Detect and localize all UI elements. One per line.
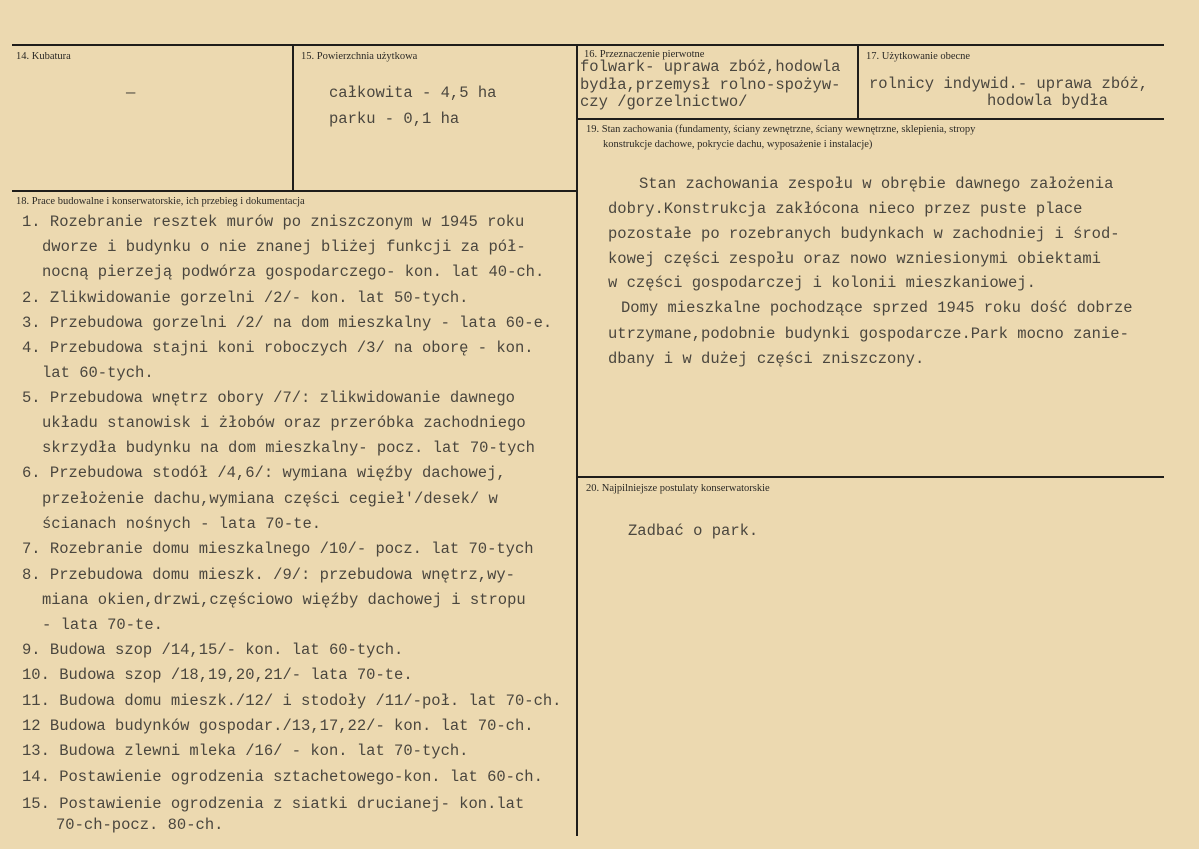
field-19-line: pozostałe po rozebranych budynkach w zachodniej i środ- [608,225,1120,243]
field-15-total-area: całkowita - 4,5 ha [329,84,497,102]
field-19-line: Stan zachowania zespołu w obrębie dawnego założenia [639,175,1114,193]
rule-above-18 [12,190,577,192]
field-16-line: bydła,przemysł rolno-spożyw- [580,76,841,94]
field-18-line: nocną pierzeją podwórza gospodarczego- kon. lat 40-ch. [42,263,545,281]
field-18-line: 1. Rozebranie resztek murów po zniszczonym w 1945 roku [22,213,525,231]
field-18-line: 5. Przebudowa wnętrz obory /7/: zlikwidowanie dawnego [22,389,515,407]
field-19-line: kowej części zespołu oraz nowo wzniesionymi obiektami [608,250,1101,268]
divider-16-17 [857,46,859,118]
field-17-label: 17. Użytkowanie obecne [866,51,971,62]
field-17-line: rolnicy indywid.- uprawa zbóż, [869,75,1149,93]
field-19-line: Domy mieszkalne pochodzące sprzed 1945 roku dość dobrze [621,299,1133,317]
field-17-line: hodowla bydła [987,92,1108,110]
field-18-line: 4. Przebudowa stajni koni roboczych /3/ na oborę - kon. [22,339,534,357]
field-16-line: folwark- uprawa zbóż,hodowla [580,58,841,76]
field-18-line: 8. Przebudowa domu mieszk. /9/: przebudowa wnętrz,wy- [22,566,515,584]
field-18-line: układu stanowisk i żłobów oraz przeróbka zachodniego [42,414,526,432]
field-18-line: 14. Postawienie ogrodzenia sztachetowego-kon. lat 60-ch. [22,768,543,786]
field-19-line: dobry.Konstrukcja zakłócona nieco przez puste place [608,200,1083,218]
rule-above-19 [578,118,1164,120]
field-16-line: czy /gorzelnictwo/ [580,93,748,111]
field-18-line: skrzydła budynku na dom mieszkalny- pocz. lat 70-tych [42,439,535,457]
top-rule [12,44,1164,46]
field-18-line: 15. Postawienie ogrodzenia z siatki drucianej- kon.lat [22,795,525,813]
field-14-label: 14. Kubatura [16,51,71,62]
field-18-line: - lata 70-te. [42,616,163,634]
field-18-label: 18. Prace budowalne i konserwatorskie, ich przebieg i dokumentacja [16,196,305,207]
field-19-label: 19. Stan zachowania (fundamenty, ściany zewnętrzne, ściany wewnętrzne, sklepienia, stropy [586,124,976,135]
field-19-line: utrzymane,podobnie budynki gospodarcze.Park mocno zanie- [608,325,1129,343]
field-18-line: 11. Budowa domu mieszk./12/ i stodoły /11/-poł. lat 70-ch. [22,692,562,710]
divider-left-right [576,46,578,836]
field-18-line: 10. Budowa szop /18,19,20,21/- lata 70-te. [22,666,413,684]
divider-14-15 [292,46,294,191]
field-18-line: 6. Przebudowa stodół /4,6/: wymiana więźby dachowej, [22,464,506,482]
field-14-value: — [126,84,136,102]
field-18-line: 13. Budowa zlewni mleka /16/ - kon. lat 70-tych. [22,742,469,760]
field-18-line: dworze i budynku o nie znanej bliżej funkcji za pół- [42,238,526,256]
field-18-line: miana okien,drzwi,częściowo więźby dachowej i stropu [42,591,526,609]
field-18-line: lat 60-tych. [42,364,154,382]
field-18-line: 3. Przebudowa gorzelni /2/ na dom mieszkalny - lata 60-e. [22,314,553,332]
field-18-line: 9. Budowa szop /14,15/- kon. lat 60-tych. [22,641,404,659]
rule-above-20 [578,476,1164,478]
field-20-text: Zadbać o park. [628,522,759,540]
field-18-line: ścianach nośnych - lata 70-te. [42,515,322,533]
field-18-line: 12 Budowa budynków gospodar./13,17,22/- kon. lat 70-ch. [22,717,534,735]
field-18-line: 2. Zlikwidowanie gorzelni /2/- kon. lat 50-tych. [22,289,469,307]
field-18-line: 70-ch-pocz. 80-ch. [56,816,224,834]
field-19-label-cont: konstrukcje dachowe, pokrycie dachu, wyposażenie i instalacje) [603,139,873,150]
field-19-line: w części gospodarczej i kolonii mieszkaniowej. [608,274,1036,292]
field-19-line: dbany i w dużej części zniszczony. [608,350,925,368]
field-15-park-area: parku - 0,1 ha [329,110,460,128]
field-15-label: 15. Powierzchnia użytkowa [301,51,418,62]
field-16-label: 16. Przeznaczenie pierwotne [584,49,705,60]
field-18-line: 7. Rozebranie domu mieszkalnego /10/- pocz. lat 70-tych [22,540,534,558]
field-20-label: 20. Najpilniejsze postulaty konserwatorskie [586,483,770,494]
field-18-line: przełożenie dachu,wymiana części cegieł'/desek/ w [42,490,498,508]
